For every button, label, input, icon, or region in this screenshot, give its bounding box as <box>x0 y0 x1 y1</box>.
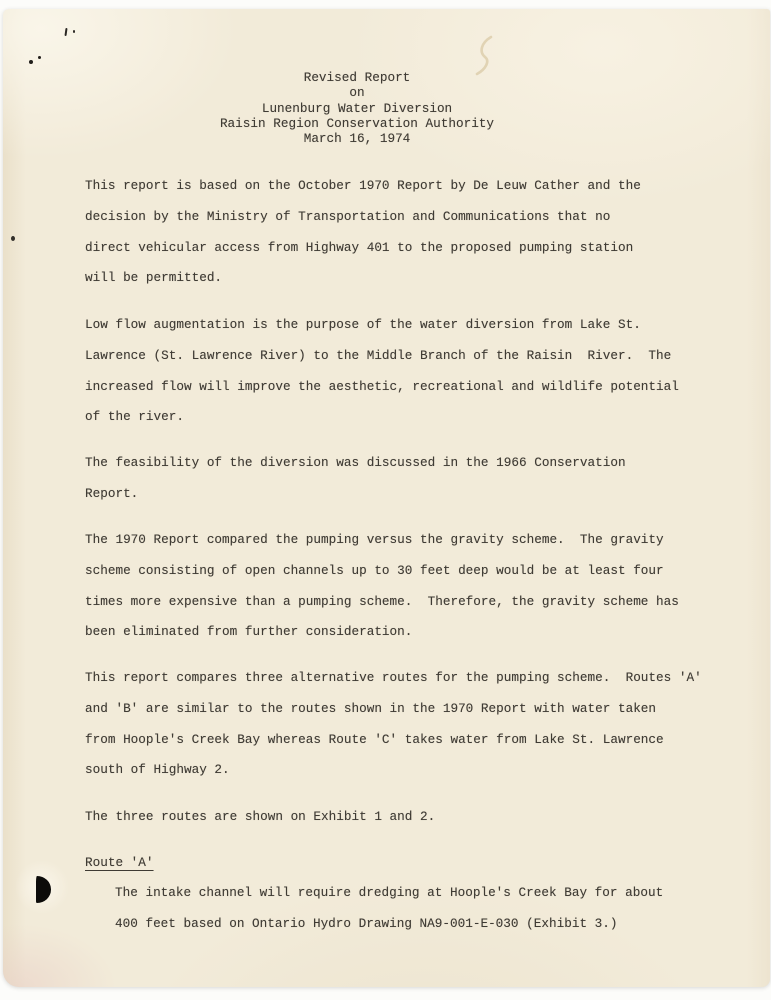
title-line: Revised Report <box>303 70 411 85</box>
route-a-paragraph <box>115 878 663 940</box>
text-line: This report is based on the October 1970 Report by De Leuw Cather and the <box>85 178 641 193</box>
paragraph-4 <box>85 525 679 648</box>
paragraph-6 <box>85 802 435 833</box>
ink-tick-mark <box>64 28 67 36</box>
text-line: 400 feet based on Ontario Hydro Drawing NA9-001-E-030 (Exhibit 3.) <box>115 915 618 931</box>
title-block <box>87 70 627 146</box>
ink-speck <box>73 30 75 33</box>
title-line: Raisin Region Conservation Authority <box>219 115 495 131</box>
title-line: on <box>349 85 365 101</box>
text-line: Lawrence (St. Lawrence River) to the Middle Branch of the Raisin River. The <box>85 347 672 363</box>
text-line: from Hoople's Creek Bay whereas Route 'C' takes water from Lake St. Lawrence <box>85 731 664 747</box>
title-line: Lunenburg Water Diversion <box>261 100 453 116</box>
text-line: times more expensive than a pumping scheme. Therefore, the gravity scheme has <box>85 593 679 609</box>
title-line: March 16, 1974 <box>303 131 411 147</box>
text-line: will be permitted. <box>85 270 223 286</box>
text-line: The intake channel will require dredging at Hoople's Creek Bay for about <box>115 885 664 900</box>
text-line: direct vehicular access from Highway 401 to the proposed pumping station <box>85 239 634 255</box>
ink-speck <box>29 60 33 64</box>
ink-speck <box>38 56 41 59</box>
document-page <box>3 9 770 987</box>
text-line: been eliminated from further consideration. <box>85 624 413 640</box>
text-line: decision by the Ministry of Transportation and Communications that no <box>85 208 611 224</box>
text-line: The 1970 Report compared the pumping versus the gravity scheme. The gravity <box>85 532 664 547</box>
text-line: The three routes are shown on Exhibit 1 and 2. <box>85 809 436 824</box>
text-line: Report. <box>85 485 139 501</box>
text-line: increased flow will improve the aesthetic, recreational and wildlife potential <box>85 378 679 394</box>
paragraph-3 <box>85 448 626 510</box>
text-line: This report compares three alternative routes for the pumping scheme. Routes 'A' <box>85 670 702 685</box>
text-line: The feasibility of the diversion was discussed in the 1966 Conservation <box>85 455 626 470</box>
paragraph-2 <box>85 310 679 433</box>
section-heading-route-a: Route 'A' <box>85 855 154 870</box>
paragraph-1 <box>85 171 641 294</box>
text-line: scheme consisting of open channels up to 30 feet deep would be at least four <box>85 562 664 578</box>
text-line: and 'B' are similar to the routes shown in the 1970 Report with water taken <box>85 700 657 716</box>
text-line: Low flow augmentation is the purpose of the water diversion from Lake St. <box>85 317 641 332</box>
margin-dot <box>11 236 15 241</box>
paragraph-5 <box>85 663 702 786</box>
text-line: south of Highway 2. <box>85 762 230 778</box>
text-line: of the river. <box>85 409 184 425</box>
